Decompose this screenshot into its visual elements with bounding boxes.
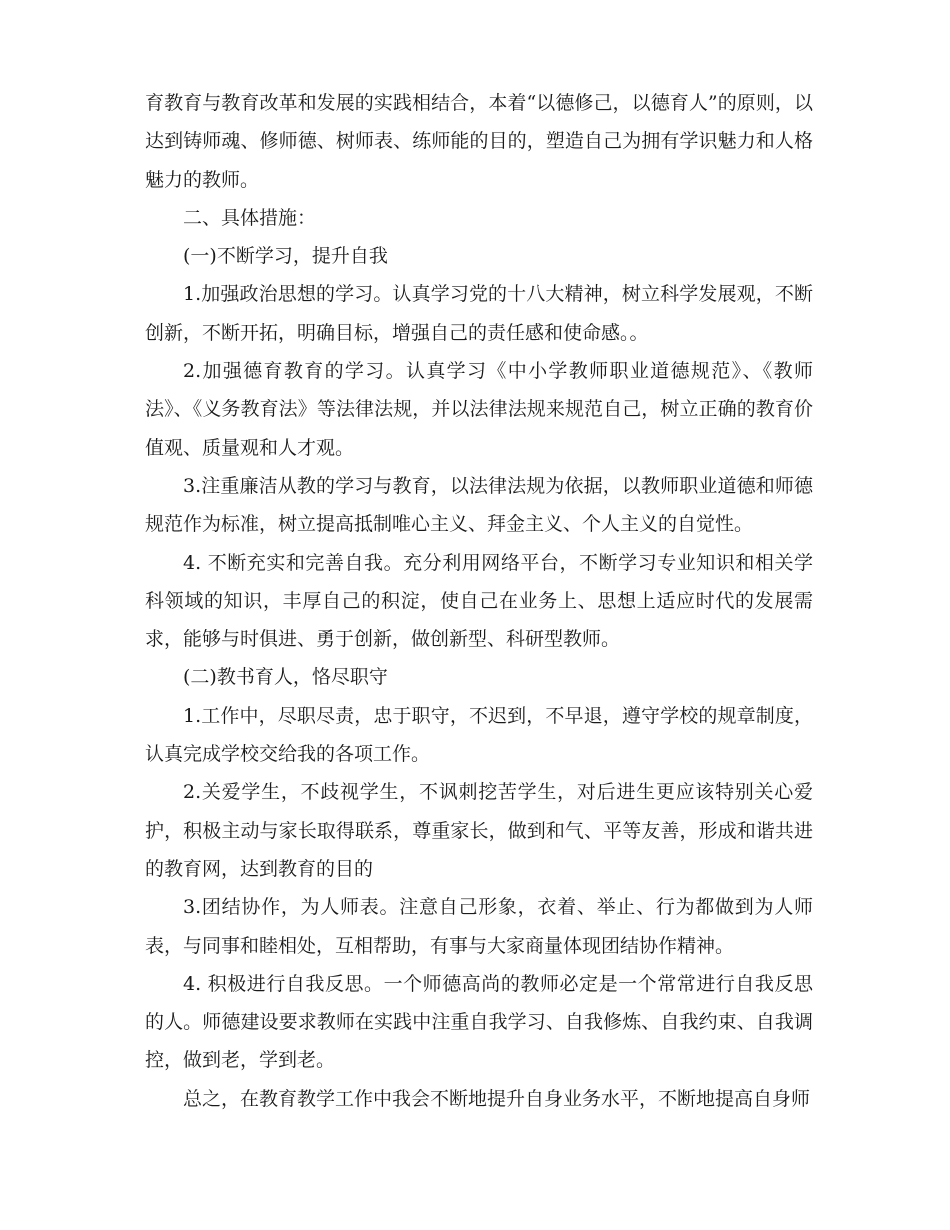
paragraph-intro-continuation: 育教育与教育改革和发展的实践相结合，本着“以德修己，以德育人”的原则，以达到铸师魂、修师德、树师表、练师能的目的，塑造自己为拥有学识魅力和人格魅力的教师。	[145, 92, 813, 191]
list-item-caring-for-students: 2.关爱学生，不歧视学生，不讽刺挖苦学生，对后进生更应该特别关心爱护，积极主动与家长取得联系，尊重家长，做到和气、平等友善，形成和谐共进的教育网，达到教育的目的	[145, 781, 813, 880]
list-item-political-study: 1.加强政治思想的学习。认真学习党的十八大精神，树立科学发展观，不断创新，不断开拓，明确目标，增强自己的责任感和使命感。。	[145, 283, 813, 344]
subsection-heading-continuous-learning: (一)不断学习，提升自我	[183, 245, 388, 268]
section-heading-specific-measures: 二、具体措施：	[183, 206, 317, 229]
document-body	[145, 84, 813, 1118]
list-item-integrity-education: 3.注重廉洁从教的学习与教育，以法律法规为依据，以教师职业道德和师德规范作为标准，树立提高抵制唯心主义、拜金主义、个人主义的自觉性。	[145, 474, 813, 536]
list-item-self-improvement: 4. 不断充实和完善自我。充分利用网络平台，不断学习专业知识和相关学科领域的知识，丰厚自己的积淀，使自己在业务上、思想上适应时代的发展需求，能够与时俱进、勇于创新，做创新型、科研型教师。	[145, 551, 813, 651]
list-item-teamwork: 3.团结协作，为人师表。注意自己形象，衣着、举止、行为都做到为人师表，与同事和睦相处，互相帮助，有事与大家商量体现团结协作精神。	[145, 896, 813, 957]
paragraph-conclusion: 总之，在教育教学工作中我会不断地提升自身业务水平，不断地提高自身师	[183, 1087, 811, 1110]
list-item-work-responsibility: 1.工作中，尽职尽责，忠于职守，不迟到，不早退，遵守学校的规章制度，认真完成学校交给我的各项工作。	[145, 704, 813, 766]
list-item-moral-education-study: 2.加强德育教育的学习。认真学习《中小学教师职业道德规范》、《教师法》、《义务教育法》等法律法规，并以法律法规来规范自己，树立正确的教育价值观、质量观和人才观。	[145, 360, 813, 459]
subsection-heading-teaching-duties: (二)教书育人，恪尽职守	[183, 666, 388, 689]
list-item-self-reflection: 4. 积极进行自我反思。一个师德高尚的教师必定是一个常常进行自我反思的人。师德建设要求教师在实践中注重自我学习、自我修炼、自我约束、自我调控，做到老，学到老。	[145, 972, 813, 1072]
